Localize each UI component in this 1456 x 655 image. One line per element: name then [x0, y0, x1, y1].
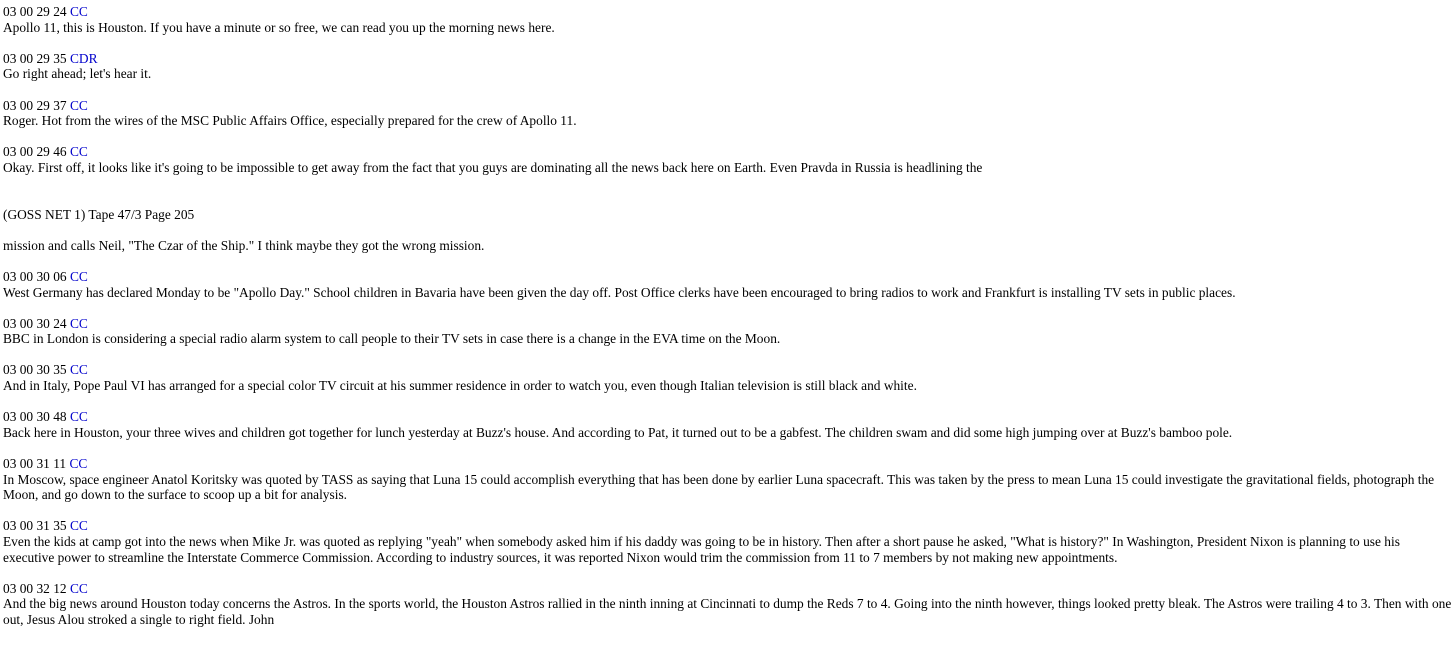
speaker-link[interactable]: CC — [69, 144, 88, 160]
transcript-entry — [3, 269, 1452, 300]
utterance-text: West Germany has declared Monday to be "Apollo Day." School children in Bavaria have been given the day off. Post Office clerks have been encouraged to bring radios to work and Frankfurt is installing TV sets in public places. — [3, 284, 1236, 300]
timestamp: 03 00 31 11 — [3, 456, 67, 472]
utterance-text: And in Italy, Pope Paul VI has arranged for a special color TV circuit at his summer residence in order to watch you, even though Italian television is still black and white. — [3, 378, 917, 394]
timestamp: 03 00 30 06 — [3, 268, 67, 284]
utterance-text: Go right ahead; let's hear it. — [3, 66, 152, 82]
speaker-link[interactable]: CC — [69, 409, 88, 425]
transcript-entry — [3, 51, 1452, 82]
utterance-text: In Moscow, space engineer Anatol Koritsky was quoted by TASS as saying that Luna 15 could accomplish everything that has been done by earlier Luna spacecraft. This was taken by the press to mean Luna 15 could investigate the gravitational fields, photograph the Moon, and go down to the surface to scoop up a bit for analysis. — [3, 471, 1435, 503]
utterance-text: Okay. First off, it looks like it's going to be impossible to get away from the fact that you guys are dominating all the news back here on Earth. Even Pravda in Russia is headlining the — [3, 159, 983, 175]
timestamp: 03 00 29 37 — [3, 97, 67, 113]
utterance-text: BBC in London is considering a special radio alarm system to call people to their TV sets in case there is a change in the EVA time on the Moon. — [3, 331, 781, 347]
speaker-link[interactable]: CC — [69, 580, 88, 596]
utterance-text: Apollo 11, this is Houston. If you have a minute or so free, we can read you up the morning news here. — [3, 19, 555, 35]
transcript-entry — [3, 581, 1452, 628]
timestamp: 03 00 31 35 — [3, 518, 67, 534]
speaker-link[interactable]: CC — [69, 362, 88, 378]
transcript-entry — [3, 362, 1452, 393]
timestamp: 03 00 30 35 — [3, 362, 67, 378]
timestamp: 03 00 29 46 — [3, 144, 67, 160]
transcript-entry — [3, 316, 1452, 347]
transcript-entry — [3, 144, 1452, 175]
speaker-link[interactable]: CC — [69, 97, 88, 113]
utterance-text: Roger. Hot from the wires of the MSC Public Affairs Office, especially prepared for the crew of Apollo 11. — [3, 113, 577, 129]
timestamp: 03 00 29 24 — [3, 4, 67, 19]
utterance-text: Back here in Houston, your three wives and children got together for lunch yesterday at Buzz's house. And according to Pat, it turned out to be a gabfest. The children swam and did some high jumping over at Buzz's bamboo pole. — [3, 424, 1233, 440]
page-header: (GOSS NET 1) Tape 47/3 Page 205 — [3, 206, 195, 222]
speaker-link[interactable]: CC — [69, 4, 88, 19]
speaker-link[interactable]: CC — [69, 518, 88, 534]
timestamp: 03 00 29 35 — [3, 50, 67, 66]
utterance-text: And the big news around Houston today concerns the Astros. In the sports world, the Houston Astros rallied in the ninth inning at Cincinnati to dump the Reds 7 to 4. Going into the ninth however, things looked pretty bleak. The Astros were trailing 4 to 3. Then with one out, Jesus Alou stroked a single to right field. John — [3, 596, 1452, 627]
transcript-entry — [3, 456, 1452, 503]
page-break-spacer — [3, 176, 1452, 207]
transcript-entry — [3, 409, 1452, 440]
speaker-link[interactable]: CC — [69, 268, 88, 284]
utterance-text: Even the kids at camp got into the news when Mike Jr. was quoted as replying "yeah" when somebody asked him if his daddy was going to be in history. Then after a short pause he asked, "What is history?" In Washington, President Nixon is planning to use his executive power to streamline the Interstate Commerce Commission. According to industry sources, it was reported Nixon would trim the commission from 11 to 7 members by not making new appointments. — [3, 534, 1400, 565]
timestamp: 03 00 32 12 — [3, 580, 67, 596]
timestamp: 03 00 30 48 — [3, 409, 67, 425]
timestamp: 03 00 30 24 — [3, 315, 67, 331]
continuation-text: mission and calls Neil, "The Czar of the Ship." I think maybe they got the wrong mission. — [3, 237, 485, 253]
transcript-entry — [3, 518, 1452, 565]
transcript-entry — [3, 98, 1452, 129]
speaker-link[interactable]: CC — [69, 315, 88, 331]
speaker-link[interactable]: CC — [69, 456, 88, 472]
speaker-link[interactable]: CDR — [69, 50, 98, 66]
transcript-entry — [3, 4, 1452, 35]
